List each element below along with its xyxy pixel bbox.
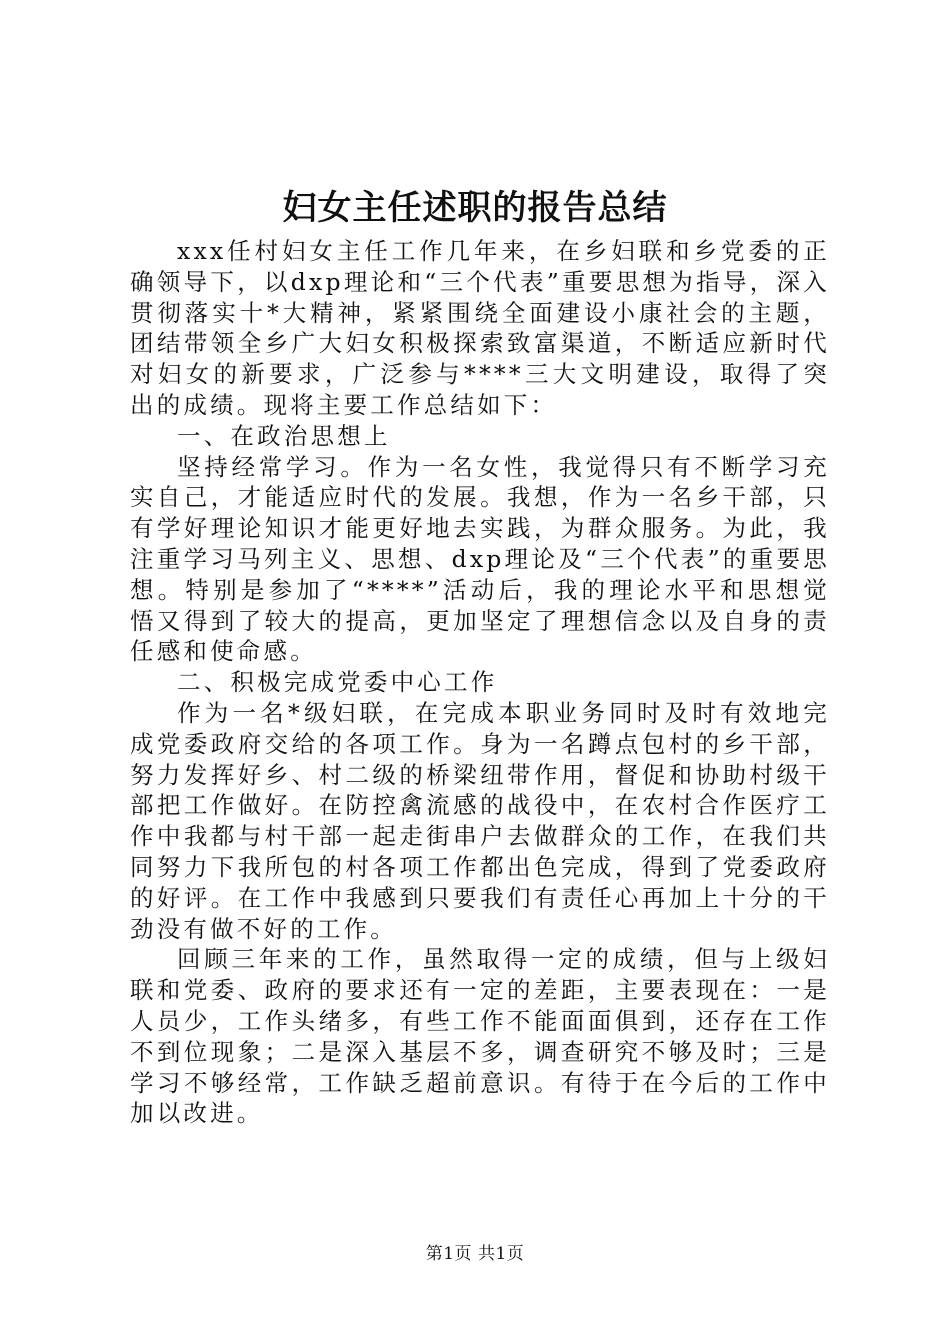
paragraph-review: 回顾三年来的工作，虽然取得一定的成绩，但与上级妇联和党委、政府的要求还有一定的差距，主要表现在：一是人员少，工作头绪多，有些工作不能面面俱到，还存在工作不到位现象；二是深入基层不多，调查研究不够及时；三是学习不够经常，工作缺乏超前意识。有待于在今后的工作中加以改进。 xyxy=(130,945,830,1128)
document-title: 妇女主任述职的报告总结 xyxy=(282,188,668,228)
paragraph-party-work: 作为一名*级妇联，在完成本职业务同时及时有效地完成党委政府交给的各项工作。身为一名蹲点包村的乡干部，努力发挥好乡、村二级的桥梁纽带作用，督促和协助村级干部把工作做好。在防控禽流感的战役中，在农村合作医疗工作中我都与村干部一起走街串户去做群众的工作，在我们共同努力下我所包的村各项工作都出色完成，得到了党委政府的好评。在工作中我感到只要我们有责任心再加上十分的干劲没有做不好的工作。 xyxy=(130,698,830,943)
section-heading-political: 一、在政治思想上 xyxy=(177,421,391,450)
paragraph-political: 坚持经常学习。作为一名女性，我觉得只有不断学习充实自己，才能适应时代的发展。我想，作为一名乡干部，只有学好理论知识才能更好地去实践，为群众服务。为此，我注重学习马列主义、思想、dxp理论及“三个代表”的重要思想。特别是参加了“****”活动后，我的理论水平和思想觉悟又得到了较大的提高，更加坚定了理想信念以及自身的责任感和使命感。 xyxy=(130,452,830,666)
section-heading-party-work: 二、积极完成党委中心工作 xyxy=(177,668,498,697)
document-body xyxy=(130,236,830,1129)
paragraph-intro: xxx任村妇女主任工作几年来，在乡妇联和乡党委的正确领导下，以dxp理论和“三个代表”重要思想为指导，深入贯彻落实十*大精神，紧紧围绕全面建设小康社会的主题，团结带领全乡广大妇女积极探索致富渠道，不断适应新时代对妇女的新要求，广泛参与****三大文明建设，取得了突出的成绩。现将主要工作总结如下： xyxy=(130,237,830,419)
page-footer: 第1页 共1页 xyxy=(425,1244,525,1264)
